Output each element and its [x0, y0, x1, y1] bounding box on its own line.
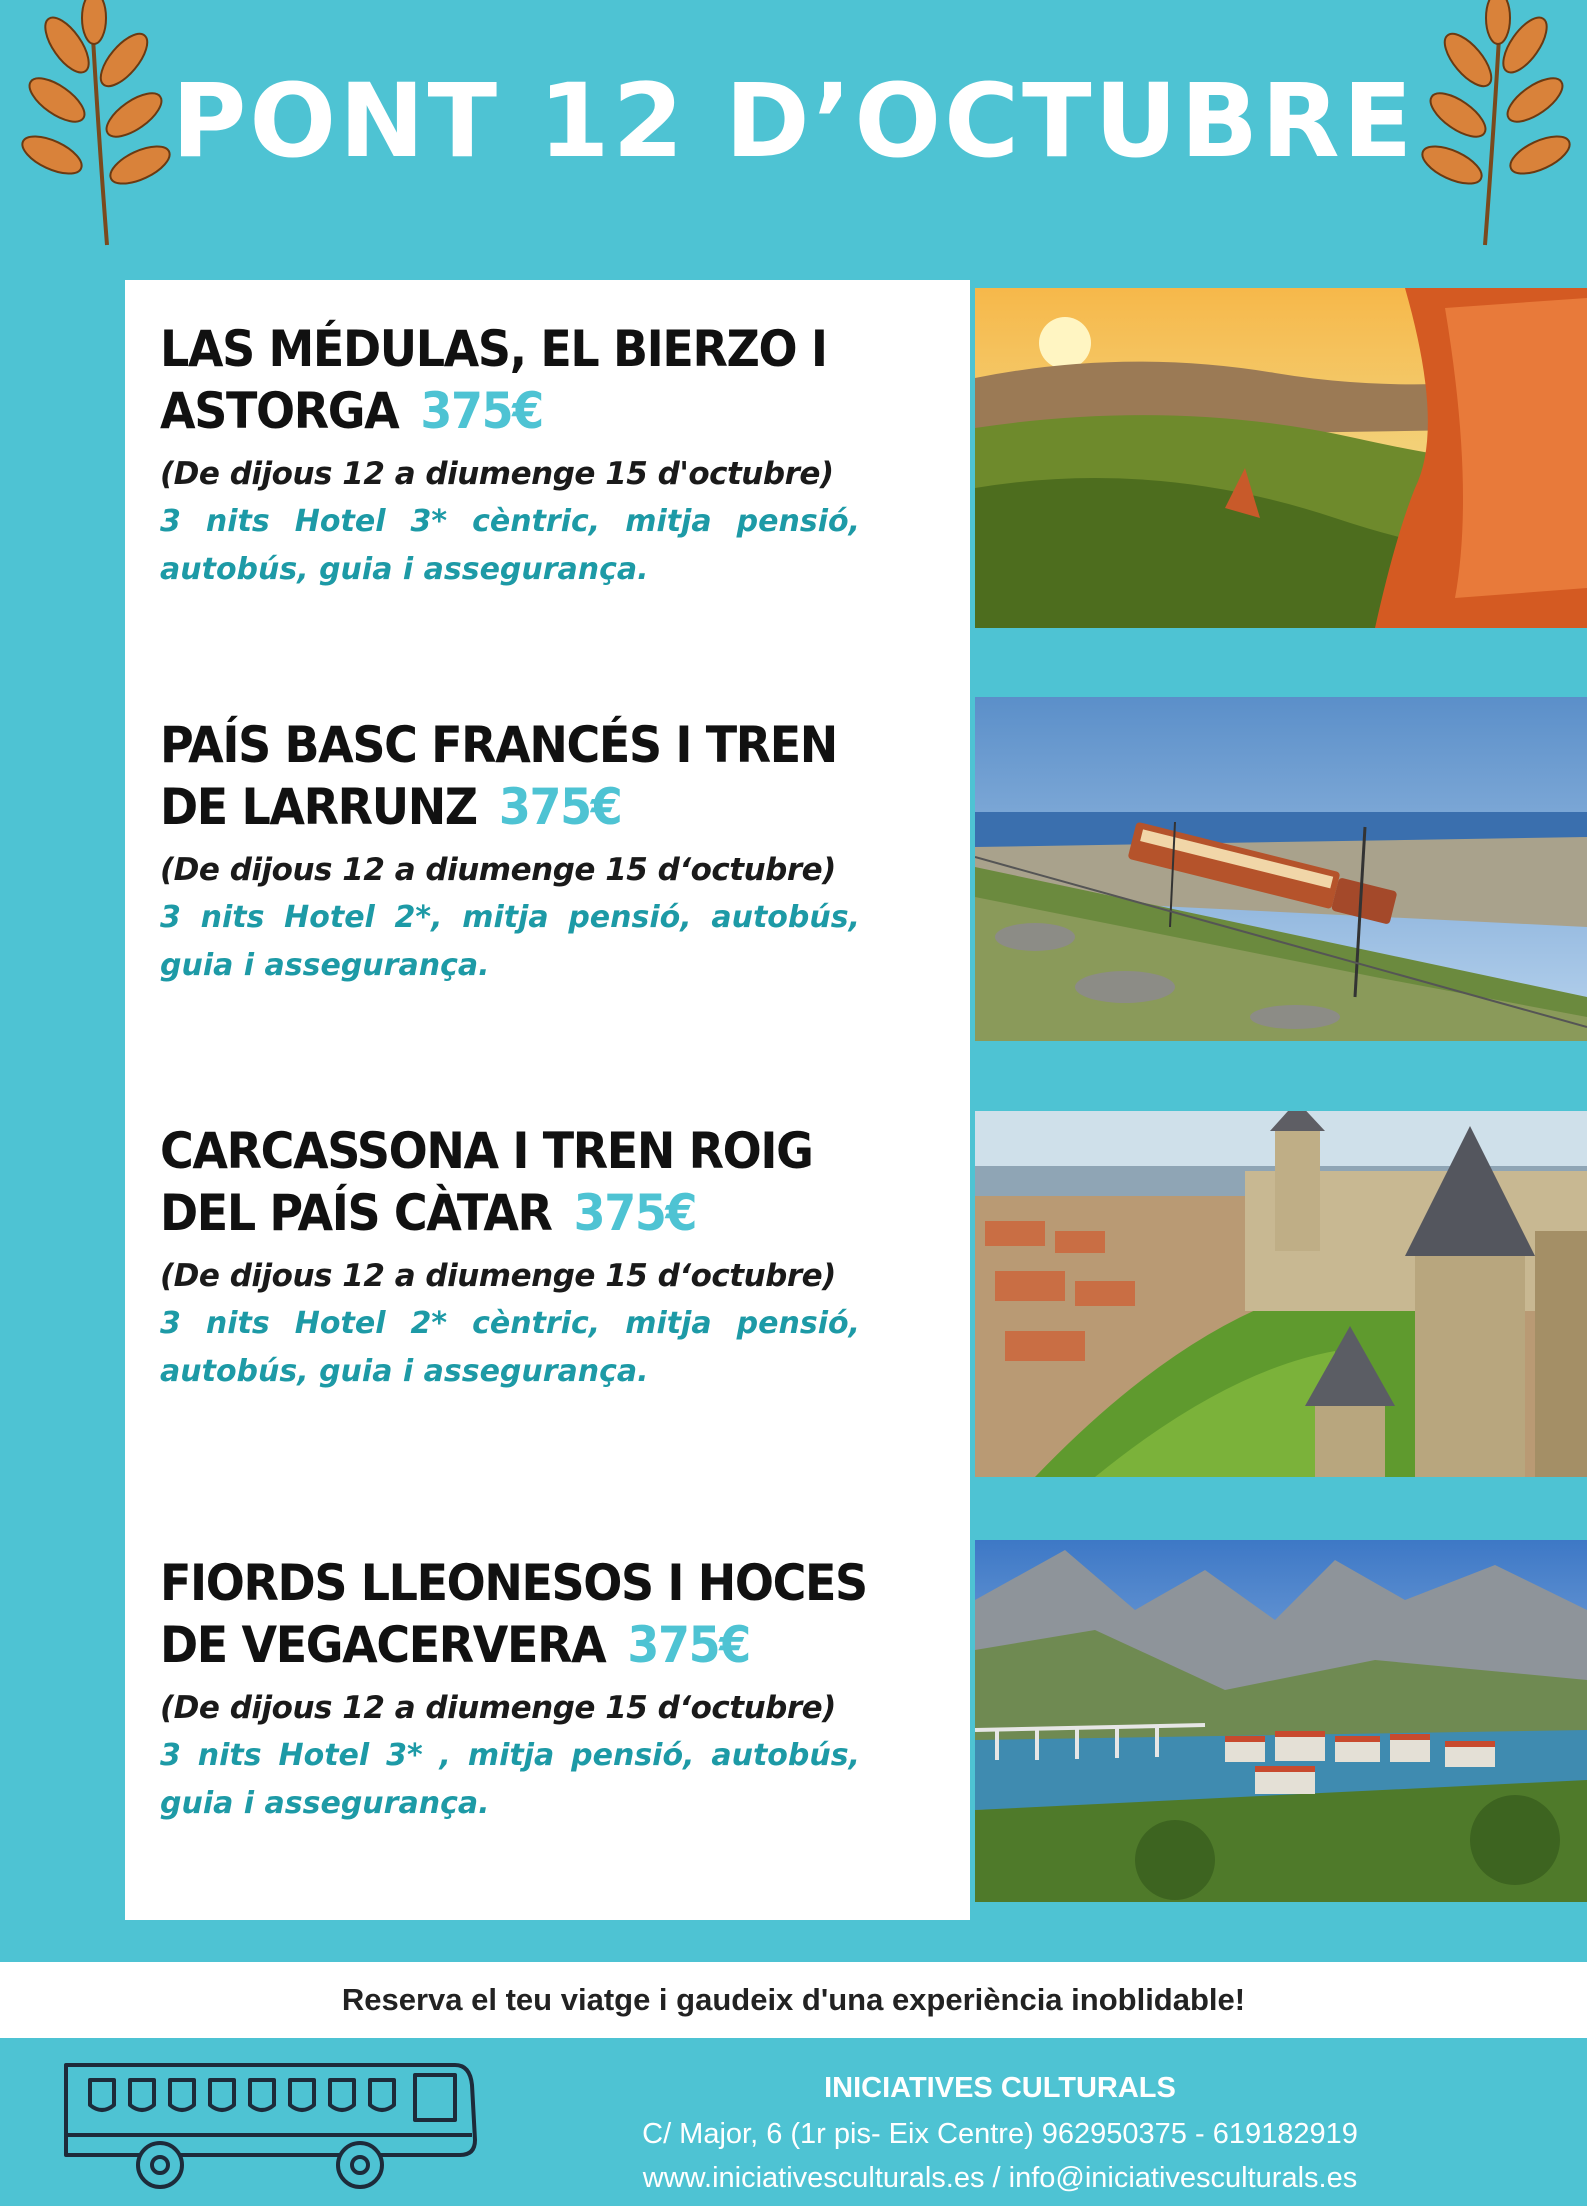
trip-item: [160, 714, 920, 990]
contact-web[interactable]: www.iniciativesculturals.es / info@iniciativesculturals.es: [642, 2162, 1358, 2194]
trip-title-line2: DE VEGACERVERA: [160, 1616, 606, 1674]
trip-item: [160, 1552, 920, 1828]
trip-details: 3 nits Hotel 3* , mitja pensió, autobús, guia i assegurança.: [160, 1738, 860, 1821]
photo-carcassonne: [975, 1111, 1587, 1477]
photo-las-medulas: [975, 288, 1587, 628]
photo-larrun-train: [975, 697, 1587, 1041]
trip-title-line1: LAS MÉDULAS, EL BIERZO I: [160, 320, 827, 378]
tagline-band: Reserva el teu viatge i gaudeix d'una experiència inoblidable!: [0, 1962, 1587, 2038]
trip-dates: (De dijous 12 a diumenge 15 d‘octubre): [160, 852, 836, 888]
trip-details: 3 nits Hotel 3* cèntric, mitja pensió, autobús, guia i assegurança.: [160, 504, 860, 587]
trip-item: [160, 1120, 920, 1396]
address: C/ Major, 6 (1r pis- Eix Centre) 962950375 - 619182919: [642, 2118, 1358, 2150]
trip-title: [160, 318, 914, 442]
trip-price: 375€: [573, 1184, 697, 1242]
bus-icon: [60, 2055, 480, 2195]
photo-riano-fjords: [975, 1540, 1587, 1902]
organization-name: INICIATIVES CULTURALS: [824, 2072, 1176, 2104]
trip-title-line2: DEL PAÍS CÀTAR: [160, 1184, 552, 1242]
trip-title: [160, 714, 914, 838]
header: [0, 0, 1587, 280]
trip-title-line1: FIORDS LLEONESOS I HOCES: [160, 1554, 867, 1612]
trip-dates: (De dijous 12 a diumenge 15 d‘octubre): [160, 1258, 836, 1294]
trip-title-line2: ASTORGA: [160, 382, 399, 440]
trip-details: 3 nits Hotel 2* cèntric, mitja pensió, autobús, guia i assegurança.: [160, 1306, 860, 1389]
trip-title: [160, 1120, 914, 1244]
trip-item: [160, 318, 920, 594]
trip-title: [160, 1552, 914, 1676]
trip-price: 375€: [420, 382, 543, 440]
trip-price: 375€: [627, 1616, 750, 1674]
trip-dates: (De dijous 12 a diumenge 15 d‘octubre): [160, 1690, 836, 1726]
trip-title-line1: CARCASSONA I TREN ROIG: [160, 1122, 813, 1180]
trip-details: 3 nits Hotel 2*, mitja pensió, autobús, guia i assegurança.: [160, 900, 860, 983]
trip-price: 375€: [498, 778, 622, 836]
trip-title-line1: PAÍS BASC FRANCÉS I TREN: [160, 716, 837, 774]
autumn-leaf-branch-icon: [1420, 0, 1580, 250]
trip-title-line2: DE LARRUNZ: [160, 778, 477, 836]
trip-dates: (De dijous 12 a diumenge 15 d'octubre): [160, 456, 834, 492]
page-title: PONT 12 D’OCTUBRE: [171, 62, 1416, 181]
